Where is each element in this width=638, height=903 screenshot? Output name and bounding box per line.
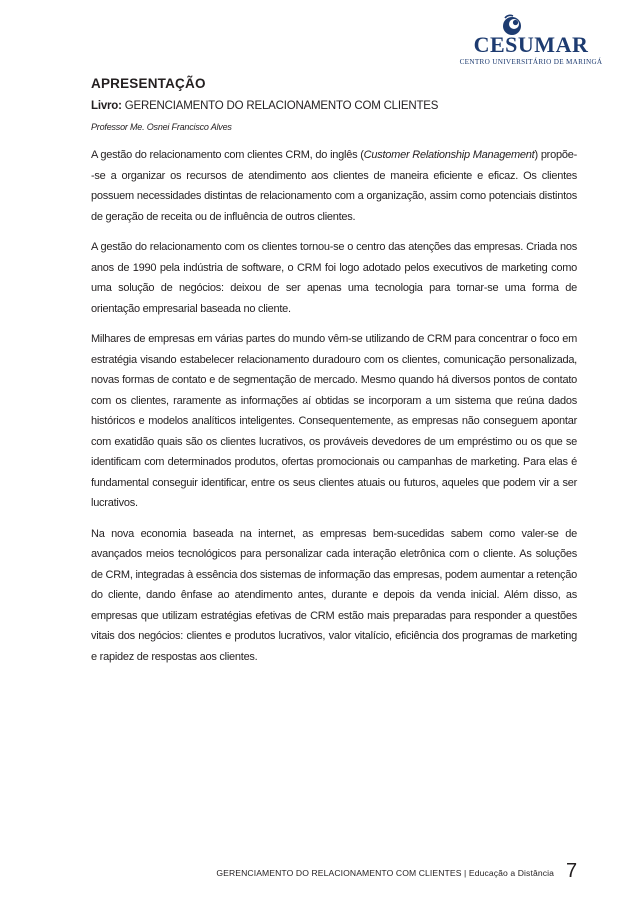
cesumar-logo	[446, 12, 616, 68]
paragraph-3: Milhares de empresas em várias partes do mundo vêm-se utilizando de CRM para concentrar o foco em estratégia visando estabelecer relacionamento duradouro com os clientes, comunicação personalizada, novas formas de contato e de segmentação de mercado. Mesmo quando há diversos pontos de contato com os clientes, raramente as informações aí obtidas se incorporam a um sistema que reúna dados históricos e modelos analíticos inteligentes. Consequentemente, as empresas não conseguem apontar com exatidão quais são os clientes lucrativos, os prováveis devedores de um empréstimo ou os que se identificam com determinados produtos, ofertas promocionais ou campanhas de marketing. Para elas é fundamental conseguir identificar, entre os seus clientes atuais ou futuros, aqueles que podem vir a ser lucrativos.	[91, 333, 577, 509]
section-title: APRESENTAÇÃO	[91, 76, 206, 91]
footer-text: GERENCIAMENTO DO RELACIONAMENTO COM CLIENTES | Educação a Distância	[216, 868, 554, 878]
page-footer	[0, 860, 638, 884]
logo-subtitle: CENTRO UNIVERSITÁRIO DE MARINGÁ	[459, 58, 603, 66]
professor-name: Professor Me. Osnei Francisco Alves	[91, 122, 232, 132]
book-label: Livro:	[91, 100, 122, 112]
page-content	[91, 75, 577, 677]
book-line	[91, 99, 577, 113]
logo-name: CESUMAR	[473, 32, 589, 57]
page-number: 7	[566, 860, 578, 882]
paragraph-1-italic: Customer Relationship Management	[363, 149, 535, 161]
book-title: GERENCIAMENTO DO RELACIONAMENTO COM CLIENTES	[124, 100, 439, 112]
paragraph-1-end: ) propõe--se a organizar os recursos de atendimento aos clientes de maneira eficiente e eficaz. Os clientes possuem necessidades distintas de relacionamento com a organização, assim como potenciais distintos de geração de receita ou de influência de outros clientes.	[91, 149, 577, 223]
paragraph-1	[91, 145, 577, 227]
paragraph-4: Na nova economia baseada na internet, as empresas bem-sucedidas sabem como valer-se de avançados meios tecnológicos para personalizar cada interação eletrônica com o cliente. As soluções de CRM, integradas à essência dos sistemas de informação das empresas, podem aumentar a retenção do cliente, dando ênfase ao atendimento antes, durante e depois da venda inicial. Além disso, as empresas que utilizam estratégias efetivas de CRM estão mais preparadas para responder a questões vitais dos negócios: clientes e produtos lucrativos, valor vitalício, eficiência dos programas de marketing e rapidez de respostas aos clientes.	[91, 527, 577, 663]
paragraph-1-start: A gestão do relacionamento com clientes CRM, do inglês (	[91, 149, 364, 161]
paragraph-2: A gestão do relacionamento com os clientes tornou-se o centro das atenções das empresas. Criada nos anos de 1990 pela indústria de software, o CRM foi logo adotado pelos executivos de marketing como uma solução de negócios: deixou de ser apenas uma tecnologia para tornar-se uma forma de orientação empresarial baseada no cliente.	[91, 241, 577, 315]
